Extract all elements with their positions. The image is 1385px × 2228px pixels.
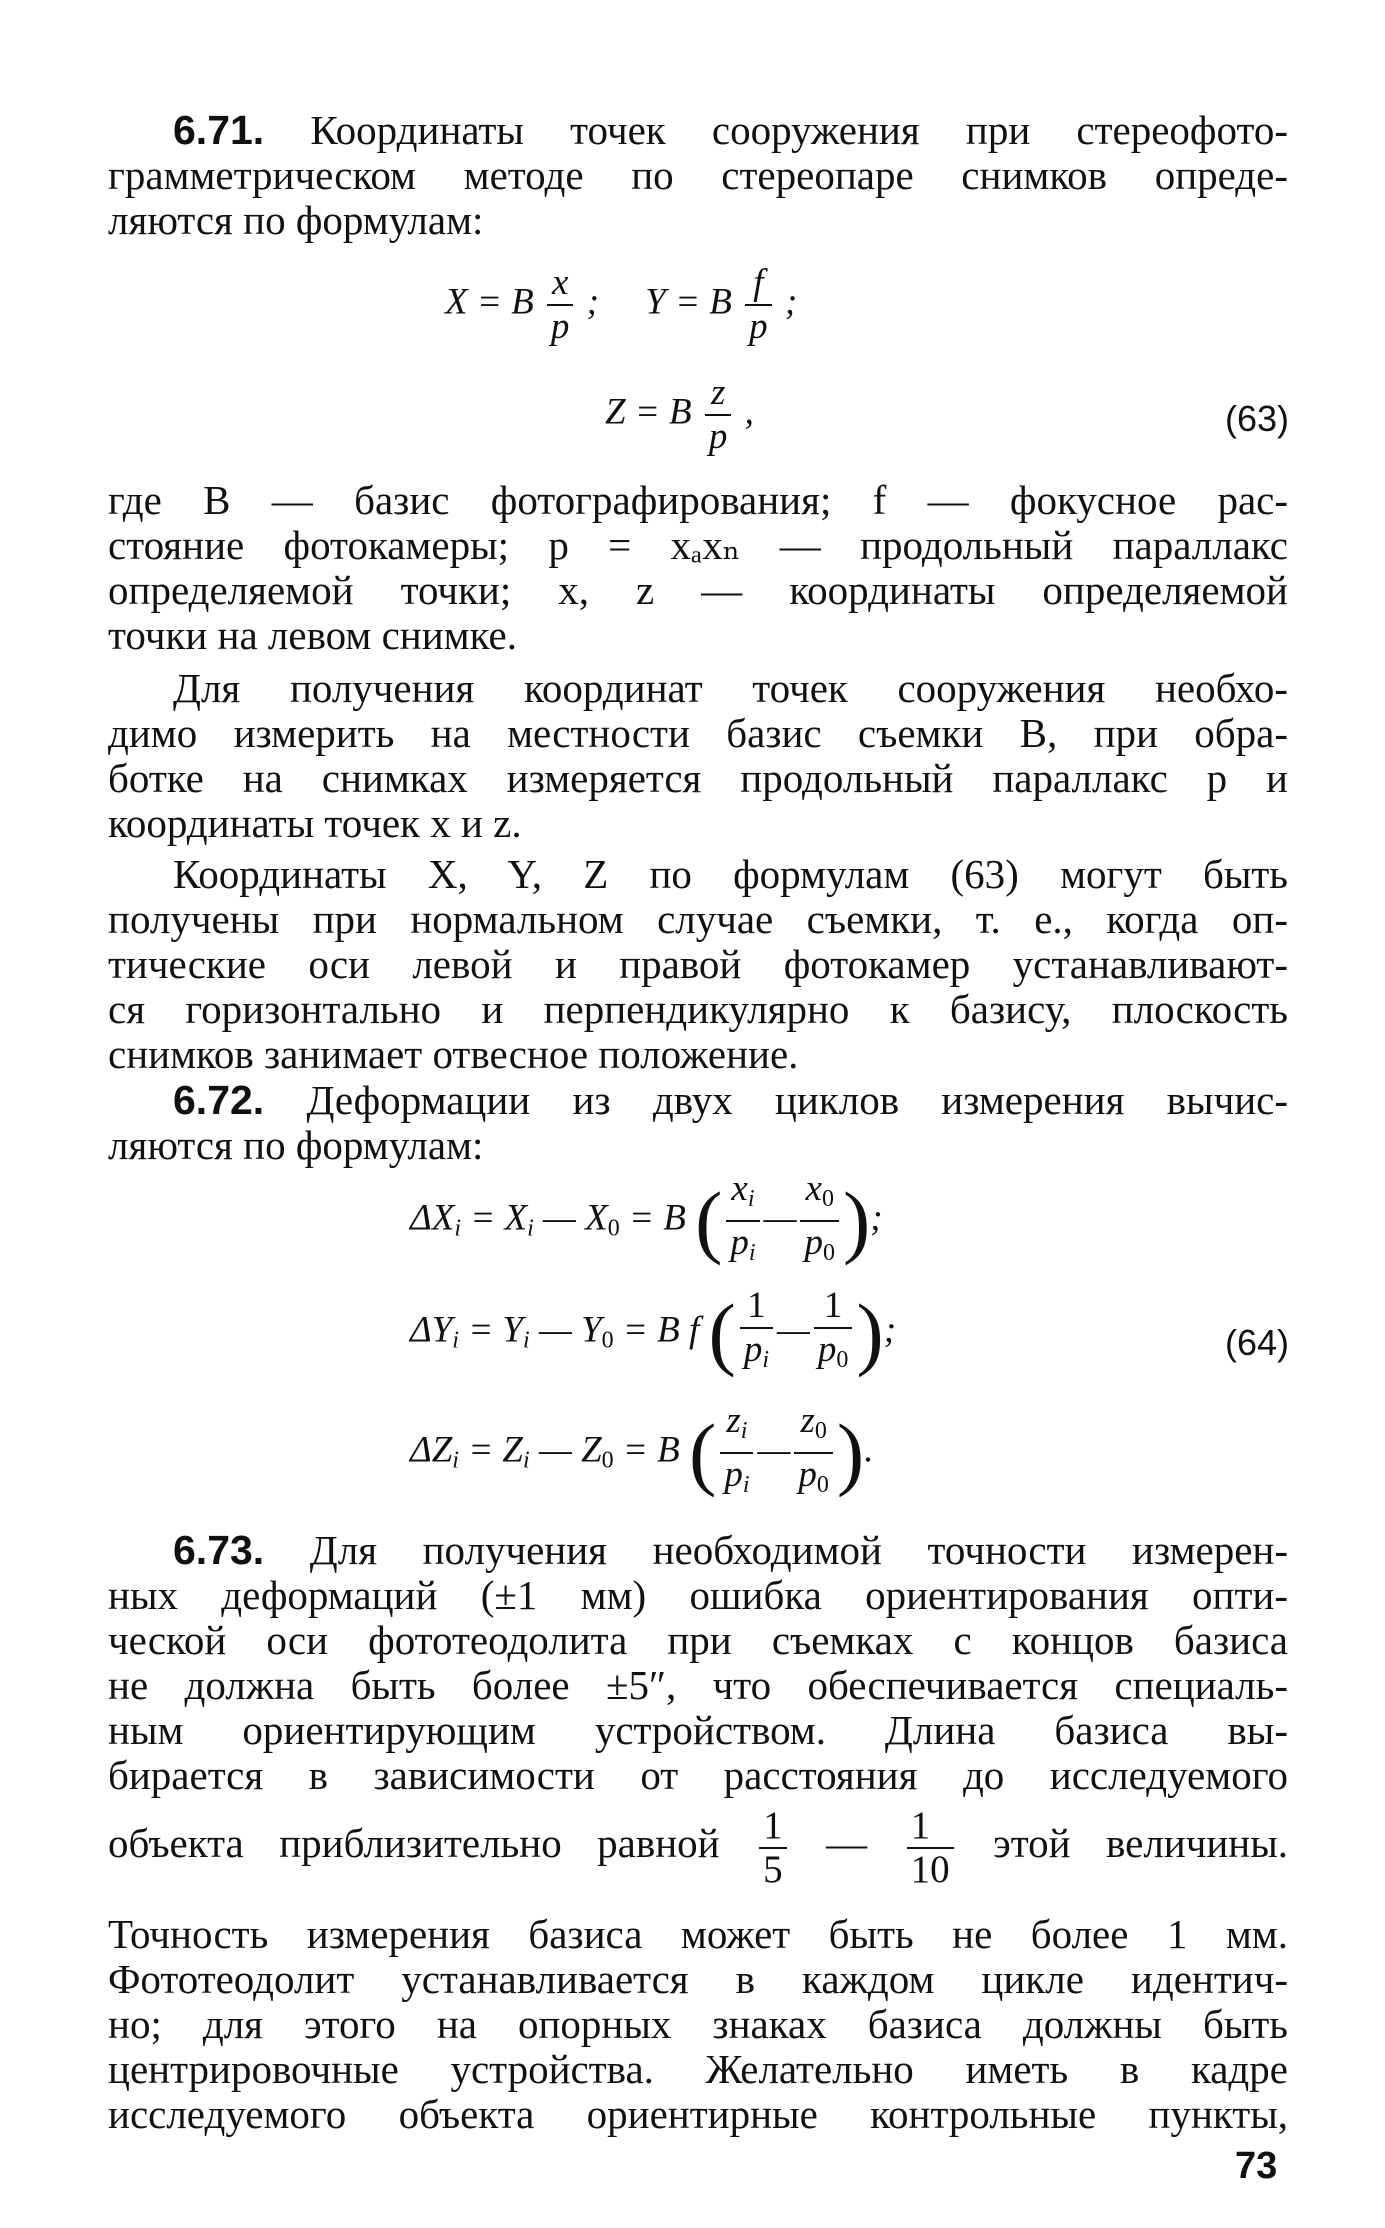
text-line: ляются по формулам: <box>108 1122 484 1168</box>
text-line: стояние фотокамеры; p = xₐxₙ — продольный параллакс <box>108 522 1288 568</box>
text-line: ся горизонтально и перпендикулярно к базису, плоскость <box>108 986 1288 1032</box>
fraction: $\frac{f}{p}$ <box>745 262 772 348</box>
fraction: $\frac{z}{p}$ <box>705 372 732 458</box>
paragraph <box>108 666 1288 846</box>
text-line: ляются по формулам: <box>108 197 484 243</box>
section-6-72 <box>108 1078 1288 1168</box>
equation-number: (64) <box>1224 1322 1289 1363</box>
text-line: Для получения координат точек сооружения необхо- <box>173 665 1288 711</box>
fraction: $\frac{z_i}{p_i}$ <box>720 1400 753 1506</box>
text-line: бирается в зависимости от расстояния до исследуемого <box>108 1752 1288 1798</box>
text-line: Точность измерения базиса может быть не более 1 мм. <box>108 1911 1288 1957</box>
text-line: этой величины. <box>993 1820 1289 1866</box>
text-line: снимков занимает отвесное положение. <box>108 1031 799 1077</box>
text-line: грамметрическом методе по стереопаре снимков опреде- <box>108 152 1288 198</box>
formula-64-dy: $\Delta Y_i = Y_i$ — Y0 = B f ( $\frac{1}{p_i}$ — $\frac{1}{p0}$ ); <box>410 1285 896 1381</box>
section-number: 6.73. <box>173 1527 265 1573</box>
fraction-one-fifth: $\frac{1}{5}$ <box>759 1805 787 1891</box>
fraction: $\frac{z0}{p0}$ <box>794 1400 833 1506</box>
text-line: координаты точек x и z. <box>108 800 522 846</box>
text-line: где B — базис фотографирования; f — фокусное рас- <box>108 477 1288 523</box>
fraction: $\frac{x}{p}$ <box>547 262 574 348</box>
text-line: Деформации из двух циклов измерения вычис- <box>306 1077 1288 1123</box>
text-line: ных деформаций (±1 мм) ошибка ориентирования опти- <box>108 1572 1288 1618</box>
text-line: объекта приблизительно равной <box>108 1820 720 1866</box>
text-line: центрировочные устройства. Желательно иметь в кадре <box>108 2046 1288 2092</box>
fraction-one-tenth: $\frac{1}{10}$ <box>907 1805 954 1891</box>
text-line: ным ориентирующим устройством. Длина базиса вы- <box>108 1707 1288 1753</box>
section-number: 6.72. <box>173 1077 265 1123</box>
text-line: Координаты X, Y, Z по формулам (63) могут быть <box>173 851 1288 897</box>
text-line: димо измерить на местности базис съемки B, при обра- <box>108 710 1288 756</box>
formula-64-dx: $\Delta X_i = X_i$ — X0 = B ( $\frac{x_i}{p_i}$ — $\frac{x0}{p0}$ ); <box>410 1168 883 1274</box>
text-line: исследуемого объекта ориентирные контрольные пункты, <box>108 2091 1288 2137</box>
formula-definitions <box>108 478 1288 658</box>
text-line: Координаты точек сооружения при стереофото- <box>310 107 1288 153</box>
text-line: определяемой точки; x, z — координаты определяемой <box>108 567 1288 613</box>
paragraph <box>108 1912 1288 2137</box>
text-line: ческой оси фототеодолита при съемках с концов базиса <box>108 1617 1288 1663</box>
section-6-73 <box>108 1528 1288 1798</box>
formula-term: Z = B <box>605 391 692 433</box>
paragraph <box>108 852 1288 1077</box>
formula-term: Y = B <box>645 281 732 323</box>
fraction: $\frac{x0}{p0}$ <box>800 1168 839 1274</box>
formula-63-xy: X = B $\frac{x}{p}$ ; Y = B $\frac{f}{p}$ ; <box>445 262 798 347</box>
text-line: ботке на снимках измеряется продольный параллакс p и <box>108 755 1288 801</box>
text-line: Фототеодолит устанавливается в каждом цикле идентич- <box>108 1956 1288 2002</box>
formula-64-dz: $\Delta Z_i = Z_i$ — Z0 = B ( $\frac{z_i}{p_i}$ — $\frac{z0}{p0}$ ). <box>410 1400 873 1506</box>
text-line: Для получения необходимой точности измерен- <box>309 1527 1289 1573</box>
fraction: $\frac{1}{p_i}$ <box>740 1285 773 1381</box>
text-line: получены при нормальном случае съемки, т. е., когда оп- <box>108 896 1288 942</box>
text-line: но; для этого на опорных знаках базиса должны быть <box>108 2001 1288 2047</box>
text-line: тические оси левой и правой фотокамер устанавливают- <box>108 941 1288 987</box>
text-line: не должна быть более ±5″, что обеспечивается специаль- <box>108 1662 1288 1708</box>
section-6-71 <box>108 108 1288 243</box>
formula-63-z: Z = B $\frac{z}{p}$ , <box>605 372 754 457</box>
page-number: 73 <box>1235 2145 1278 2187</box>
section-number: 6.71. <box>173 107 265 153</box>
fraction: $\frac{1}{p0}$ <box>814 1285 853 1381</box>
fraction: $\frac{x_i}{p_i}$ <box>726 1168 759 1274</box>
formula-term: X = B <box>445 281 534 323</box>
fraction-line: объекта приблизительно равной $\frac{1}{5}$ — $\frac{1}{10}$ этой величины. <box>108 1803 1289 1891</box>
text-line: точки на левом снимке. <box>108 612 517 658</box>
equation-number: (63) <box>1224 398 1289 439</box>
